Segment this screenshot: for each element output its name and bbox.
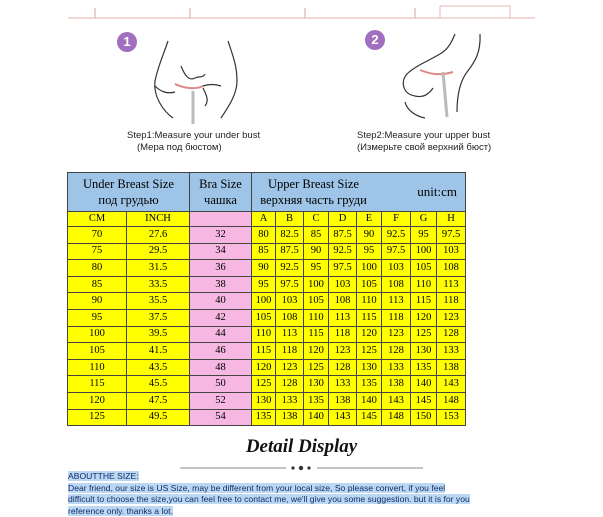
table-cell: 87.5 (329, 227, 357, 244)
table-cell: 42 (190, 309, 252, 326)
table-cell: 108 (329, 293, 357, 310)
table-cell: 95 (252, 276, 276, 293)
table-cell: 133 (437, 343, 466, 360)
table-cell: 120 (304, 343, 329, 360)
measure-upper-bust-illustration (385, 32, 495, 122)
table-row (68, 276, 466, 293)
step-2-caption: Step2:Measure your upper bust (357, 130, 491, 141)
table-cell: 41.5 (127, 343, 190, 360)
table-cell: 123 (329, 343, 357, 360)
table-row (68, 293, 466, 310)
table-cell: 105 (357, 276, 382, 293)
table-body (68, 227, 466, 426)
table-cell: 128 (437, 326, 466, 343)
about-heading: ABOUTTHE SIZE: (68, 471, 139, 481)
table-cell: 95 (411, 227, 437, 244)
table-cell: 135 (357, 376, 382, 393)
table-cell: 118 (437, 293, 466, 310)
table-cell: 133 (329, 376, 357, 393)
table-cell: 45.5 (127, 376, 190, 393)
table-cell: 105 (252, 309, 276, 326)
table-cell: 113 (276, 326, 304, 343)
table-cell: 48 (190, 359, 252, 376)
table-cell: 120 (411, 309, 437, 326)
table-row (68, 243, 466, 260)
table-cell: 145 (357, 409, 382, 426)
table-cell: 33.5 (127, 276, 190, 293)
table-cell: 128 (329, 359, 357, 376)
table-cell: 140 (411, 376, 437, 393)
table-cell: 70 (68, 227, 127, 244)
table-cell: 105 (304, 293, 329, 310)
table-row (68, 359, 466, 376)
table-cell: 47.5 (127, 392, 190, 409)
table-cell: 92.5 (329, 243, 357, 260)
table-cell: 113 (382, 293, 411, 310)
about-size-note (68, 471, 538, 517)
table-cell: 140 (357, 392, 382, 409)
table-cell: 130 (252, 392, 276, 409)
unit-label: unit:cm (417, 184, 457, 199)
table-cell: 85 (252, 243, 276, 260)
table-cell: 75 (68, 243, 127, 260)
table-cell: 36 (190, 260, 252, 277)
size-chart-table (67, 172, 466, 426)
table-cell: 97.5 (329, 260, 357, 277)
table-cell: 113 (329, 309, 357, 326)
table-cell: 130 (411, 343, 437, 360)
subheader-cell: F (382, 212, 411, 227)
table-cell: 118 (382, 309, 411, 326)
table-cell: 90 (304, 243, 329, 260)
table-cell: 143 (329, 409, 357, 426)
table-cell: 138 (382, 376, 411, 393)
table-cell: 128 (276, 376, 304, 393)
table-cell: 95 (304, 260, 329, 277)
table-cell: 135 (304, 392, 329, 409)
table-row (68, 376, 466, 393)
table-cell: 52 (190, 392, 252, 409)
table-cell: 32 (190, 227, 252, 244)
table-cell: 90 (252, 260, 276, 277)
table-cell: 110 (68, 359, 127, 376)
subheader-cell: CM (68, 212, 127, 227)
table-row (68, 343, 466, 360)
table-cell: 97.5 (437, 227, 466, 244)
table-cell: 29.5 (127, 243, 190, 260)
table-cell: 138 (437, 359, 466, 376)
table-cell: 110 (411, 276, 437, 293)
table-cell: 100 (411, 243, 437, 260)
table-cell: 95 (357, 243, 382, 260)
table-cell: 103 (382, 260, 411, 277)
table-cell: 87.5 (276, 243, 304, 260)
table-cell: 92.5 (382, 227, 411, 244)
about-line-2: difficult to choose the size,you can feel free to contact me, we'll give you some suggestion. but it is for you (68, 494, 470, 504)
table-cell: 125 (357, 343, 382, 360)
measure-under-bust-illustration (133, 36, 253, 126)
upper-breast-header: Upper Breast Size верхняя часть груди unit:cm (252, 173, 466, 212)
table-cell: 148 (382, 409, 411, 426)
table-cell: 115 (357, 309, 382, 326)
table-row (68, 309, 466, 326)
table-cell: 120 (357, 326, 382, 343)
table-cell: 128 (382, 343, 411, 360)
subheader-cell: E (357, 212, 382, 227)
step-2-number: 2 (365, 30, 385, 50)
subheader-cell: G (411, 212, 437, 227)
table-cell: 143 (437, 376, 466, 393)
table-cell: 118 (276, 343, 304, 360)
table-cell: 125 (68, 409, 127, 426)
table-cell: 108 (437, 260, 466, 277)
table-cell: 123 (276, 359, 304, 376)
table-cell: 105 (411, 260, 437, 277)
table-cell: 130 (357, 359, 382, 376)
table-cell: 85 (68, 276, 127, 293)
table-cell: 92.5 (276, 260, 304, 277)
step-1-caption: Step1:Measure your under bust (127, 130, 261, 141)
step-1-number: 1 (117, 32, 137, 52)
table-row (68, 227, 466, 244)
table-cell: 150 (411, 409, 437, 426)
table-cell: 138 (276, 409, 304, 426)
table-cell: 148 (437, 392, 466, 409)
table-cell: 103 (276, 293, 304, 310)
table-cell: 125 (304, 359, 329, 376)
table-cell: 103 (329, 276, 357, 293)
table-cell: 27.6 (127, 227, 190, 244)
table-cell: 40 (190, 293, 252, 310)
table-cell: 143 (382, 392, 411, 409)
table-cell: 35.5 (127, 293, 190, 310)
table-cell: 115 (411, 293, 437, 310)
table-cell: 115 (68, 376, 127, 393)
detail-display-title: Detail Display (245, 436, 358, 457)
about-line-3: reference only. thanks a lot. (68, 505, 173, 516)
table-cell: 108 (382, 276, 411, 293)
table-cell: 145 (411, 392, 437, 409)
table-cell: 103 (437, 243, 466, 260)
table-cell: 115 (252, 343, 276, 360)
subheader-cell: A (252, 212, 276, 227)
table-cell: 110 (304, 309, 329, 326)
table-cell: 97.5 (382, 243, 411, 260)
table-cell: 125 (252, 376, 276, 393)
table-cell: 43.5 (127, 359, 190, 376)
table-cell: 110 (252, 326, 276, 343)
table-cell: 85 (304, 227, 329, 244)
table-cell: 100 (68, 326, 127, 343)
table-row (68, 409, 466, 426)
table-cell: 34 (190, 243, 252, 260)
table-cell: 120 (68, 392, 127, 409)
table-cell: 135 (252, 409, 276, 426)
table-cell: 95 (68, 309, 127, 326)
subheader-cell: C (304, 212, 329, 227)
table-cell: 80 (252, 227, 276, 244)
table-cell: 113 (437, 276, 466, 293)
table-cell: 80 (68, 260, 127, 277)
table-cell: 130 (304, 376, 329, 393)
table-cell: 44 (190, 326, 252, 343)
table-cell: 100 (304, 276, 329, 293)
table-cell: 100 (357, 260, 382, 277)
top-border-strip (0, 0, 603, 20)
table-row (68, 260, 466, 277)
about-line-1: Dear friend, our size is US Size, may be different from your local size, So please convert, if you feel (68, 482, 446, 493)
under-breast-header: Under Breast Size под грудью (68, 173, 190, 212)
table-cell: 100 (252, 293, 276, 310)
subheader-cell (190, 212, 252, 227)
table-cell: 49.5 (127, 409, 190, 426)
table-cell: 90 (357, 227, 382, 244)
table-row (68, 326, 466, 343)
table-cell: 120 (252, 359, 276, 376)
table-cell: 54 (190, 409, 252, 426)
table-cell: 123 (382, 326, 411, 343)
table-subheader-row (68, 212, 466, 227)
table-cell: 39.5 (127, 326, 190, 343)
table-cell: 108 (276, 309, 304, 326)
table-cell: 97.5 (276, 276, 304, 293)
bra-size-header: Bra Size чашка (190, 173, 252, 212)
table-cell: 115 (304, 326, 329, 343)
table-cell: 133 (382, 359, 411, 376)
table-cell: 37.5 (127, 309, 190, 326)
subheader-cell: INCH (127, 212, 190, 227)
table-cell: 135 (411, 359, 437, 376)
subheader-cell: D (329, 212, 357, 227)
table-cell: 123 (437, 309, 466, 326)
table-cell: 105 (68, 343, 127, 360)
table-cell: 50 (190, 376, 252, 393)
step-2-caption-ru: (Измерьте свой верхний бюст) (357, 142, 492, 153)
subheader-cell: B (276, 212, 304, 227)
table-cell: 110 (357, 293, 382, 310)
table-row (68, 392, 466, 409)
table-cell: 133 (276, 392, 304, 409)
table-cell: 140 (304, 409, 329, 426)
step-1-caption-ru: (Мера под бюстом) (137, 142, 222, 153)
table-cell: 90 (68, 293, 127, 310)
table-cell: 125 (411, 326, 437, 343)
table-header-row (68, 173, 466, 212)
table-cell: 118 (329, 326, 357, 343)
table-cell: 138 (329, 392, 357, 409)
table-cell: 38 (190, 276, 252, 293)
subheader-cell: H (437, 212, 466, 227)
table-cell: 31.5 (127, 260, 190, 277)
table-cell: 46 (190, 343, 252, 360)
table-cell: 153 (437, 409, 466, 426)
table-cell: 82.5 (276, 227, 304, 244)
